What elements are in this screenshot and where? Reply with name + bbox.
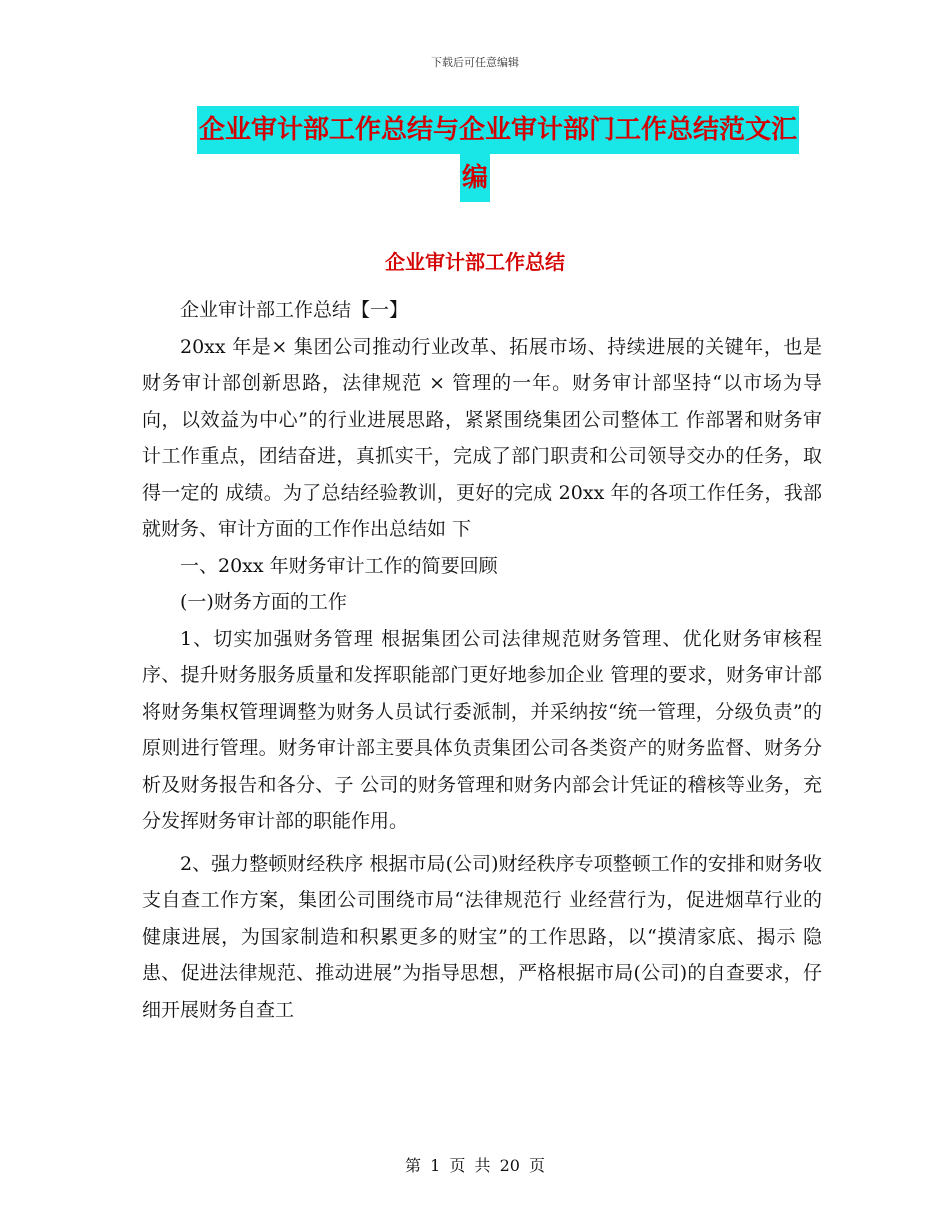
paragraph-intro: 20xx 年是× 集团公司推动行业改革、拓展市场、持续进展的关键年，也是财务审计部创新思路，法律规范 × 管理的一年。财务审计部坚持“以市场为导向，以效益为中心”的行业进展思路，紧紧围绕集团公司整体工 作部署和财务审计工作重点，团结奋进，真抓实干，完成了部门职责和公司领导交办的任务，取得一定的 成绩。为了总结经验教训，更好的完成 20xx 年的各项工作任务，我部就财务、审计方面的工作作出总结如 下: [142, 335, 822, 540]
header-note: 下载后可任意编辑: [431, 56, 519, 69]
footer-page-number: 1: [430, 1156, 441, 1175]
document-title-line1: 企业审计部工作总结与企业审计部门工作总结范文汇: [197, 106, 799, 154]
document-body: [142, 292, 822, 1028]
footer-page-unit: 页: [449, 1156, 466, 1175]
footer-page-label: 第: [404, 1156, 421, 1175]
paragraph-heading-review: 一、20xx 年财务审计工作的简要回顾: [180, 554, 498, 577]
paragraph-item-2: 2、强力整顿财经秩序 根据市局(公司)财经秩序专项整顿工作的安排和财务收支自查工作方案，集团公司围绕市局“法律规范行 业经营行为，促进烟草行业的健康进展，为国家制造和积累更多的财宝”的工作思路，以“摸清家底、揭示 隐患、促进法律规范、推动进展”为指导思想，严格根据市局(公司)的自查要求，仔细开展财务自查工: [142, 852, 822, 1021]
footer-total-pages: 20: [499, 1156, 520, 1175]
document-title-line2: 编: [460, 154, 490, 202]
footer-total-unit: 页: [529, 1156, 546, 1175]
paragraph-heading-finance: (一)财务方面的工作: [180, 591, 347, 613]
section-title: 企业审计部工作总结: [385, 250, 565, 274]
footer-total-label: 共: [474, 1156, 491, 1175]
paragraph-subtitle: 企业审计部工作总结【一】: [180, 299, 409, 321]
paragraph-item-1: 1、切实加强财务管理 根据集团公司法律规范财务管理、优化财务审核程序、提升财务服务质量和发挥职能部门更好地参加企业 管理的要求，财务审计部将财务集权管理调整为财务人员试行委派制，并采纳按“统一管理，分级负责”的 原则进行管理。财务审计部主要具体负责集团公司各类资产的财务监督、财务分析及财务报告和各分、子 公司的财务管理和财务内部会计凭证的稽核等业务，充分发挥财务审计部的职能作用。: [142, 627, 822, 832]
document-title: [0, 106, 950, 202]
page-footer: [0, 1153, 950, 1176]
